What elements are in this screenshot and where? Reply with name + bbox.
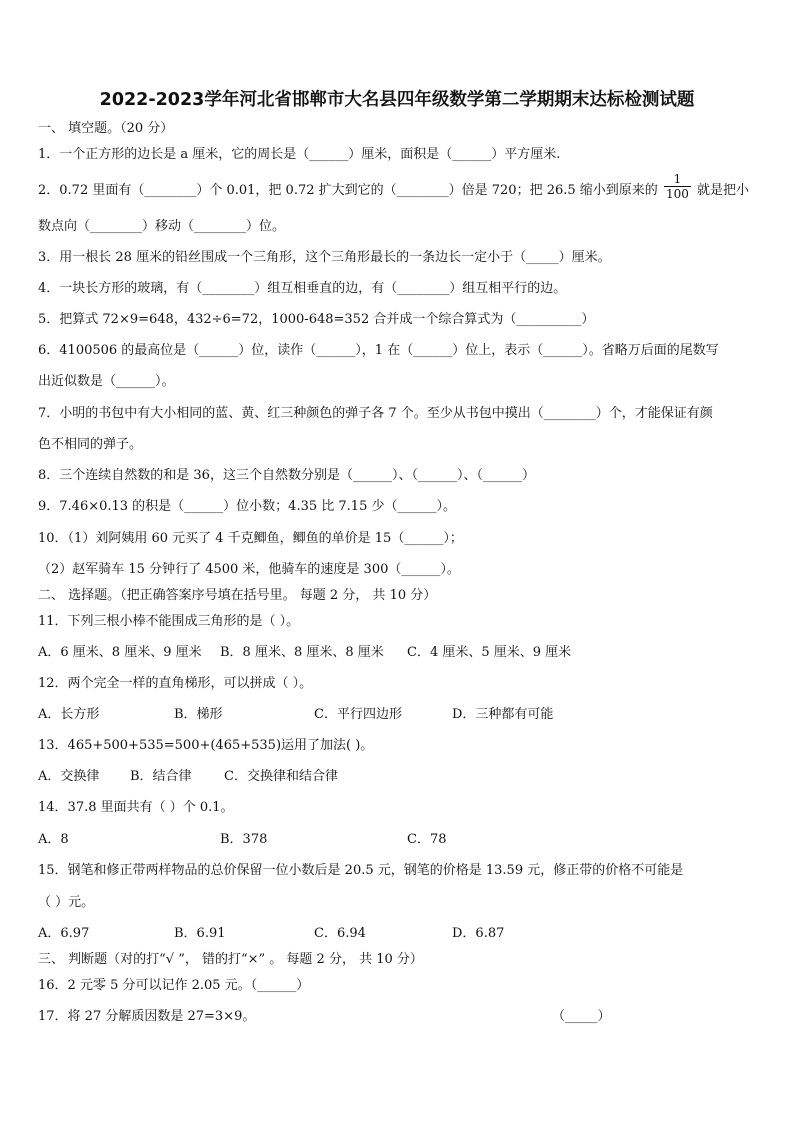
option-d: D．6.87 <box>452 926 505 941</box>
question-10-part-1: 10．（1）刘阿姨用 60 元买了 4 千克鲫鱼，鲫鱼的单价是 15（______）； <box>38 531 463 546</box>
question-17-answer-blank: （_____） <box>552 1009 611 1024</box>
option-b: B．8 厘米、8 厘米、8 厘米 <box>220 645 384 660</box>
question-13: 13．465+500+535=500+(465+535)运用了加法( )。 <box>38 738 374 753</box>
question-1: 1．一个正方形的边长是 a 厘米，它的周长是（______）厘米，面积是（______）平方厘米. <box>38 147 561 162</box>
section-fill-blank-heading: 一、 填空题。（20 分） <box>38 121 174 136</box>
question-6-line-2: 出近似数是（______）。 <box>38 374 175 389</box>
option-a: A．8 <box>38 832 69 847</box>
option-d: D．三种都有可能 <box>452 707 554 722</box>
section-multiple-choice-heading: 二、 选择题。（把正确答案序号填在括号里。 每题 2 分， 共 10 分） <box>38 588 437 603</box>
question-4: 4．一块长方形的玻璃，有（________）组互相垂直的边，有（________）组互相平行的边。 <box>38 281 567 296</box>
option-b: B．6.91 <box>174 926 226 941</box>
question-15-line-2: （ ）元。 <box>38 895 95 910</box>
question-15-line-1: 15．钢笔和修正带两样物品的总价保留一位小数后是 20.5 元，钢笔的价格是 13.59 元，修正带的价格不可能是 <box>38 863 684 878</box>
option-c: C．平行四边形 <box>314 707 402 722</box>
fraction-denominator: 100 <box>666 187 689 201</box>
question-8: 8．三个连续自然数的和是 36，这三个自然数分别是（______）、（______）、（______） <box>38 468 535 483</box>
question-2-line-1 <box>38 183 658 199</box>
question-7-line-2: 色不相同的弹子。 <box>38 437 143 452</box>
question-12: 12．两个完全一样的直角梯形，可以拼成（ ）。 <box>38 676 313 691</box>
question-10-part-2: （2）赵军骑车 15 分钟行了 4500 米，他骑车的速度是 300（______）。 <box>38 562 460 577</box>
option-c: C．6.94 <box>314 926 366 941</box>
option-a: A．6 厘米、8 厘米、9 厘米 <box>38 645 202 660</box>
question-17: 17．将 27 分解质因数是 27=3×9。 <box>38 1009 256 1024</box>
question-5: 5．把算式 72×9=648，432÷6=72，1000-648=352 合并成一个综合算式为（__________） <box>38 312 595 327</box>
fraction-one-hundredth <box>664 172 691 201</box>
option-a: A．6.97 <box>38 926 90 941</box>
question-2-line-2: 数点向（________）移动（________）位。 <box>38 219 286 234</box>
option-c: C．交换律和结合律 <box>224 769 338 784</box>
option-b: B．378 <box>220 832 268 847</box>
question-6-line-1: 6．4100506 的最高位是（______）位，读作（______），1 在（______）位上，表示（______）。省略万后面的尾数写 <box>38 343 719 358</box>
option-b: B．结合律 <box>130 769 192 784</box>
question-7-line-1: 7．小明的书包中有大小相同的蓝、黄、红三种颜色的弹子各 7 个。至少从书包中摸出（________）个，才能保证有颜 <box>38 406 713 421</box>
fraction-numerator: 1 <box>664 172 691 187</box>
question-2-text: 2．0.72 里面有（________）个 0.01，把 0.72 扩大到它的（________）倍是 720；把 26.5 缩小到原来的 <box>38 183 658 198</box>
option-b: B．梯形 <box>174 707 223 722</box>
question-2-tail: 就是把小 <box>697 183 750 198</box>
question-16: 16．2 元零 5 分可以记作 2.05 元。（______） <box>38 978 310 993</box>
option-c: C．78 <box>407 832 447 847</box>
question-11: 11．下列三根小棒不能围成三角形的是（ ）。 <box>38 614 300 629</box>
question-9: 9．7.46×0.13 的积是（______）位小数；4.35 比 7.15 少（______）。 <box>38 499 456 514</box>
option-a: A．交换律 <box>38 769 100 784</box>
question-14: 14．37.8 里面共有（ ）个 0.1。 <box>38 800 234 815</box>
page-title: 2022-2023学年河北省邯郸市大名县四年级数学第二学期期末达标检测试题 <box>99 90 695 110</box>
question-3: 3．用一根长 28 厘米的铅丝围成一个三角形，这个三角形最长的一条边长一定小于（_____）厘米。 <box>38 250 611 265</box>
option-c: C．4 厘米、5 厘米、9 厘米 <box>407 645 572 660</box>
option-a: A．长方形 <box>38 707 100 722</box>
section-true-false-heading: 三、 判断题（对的打“√ ”， 错的打“×” 。 每题 2 分， 共 10 分） <box>38 952 423 967</box>
